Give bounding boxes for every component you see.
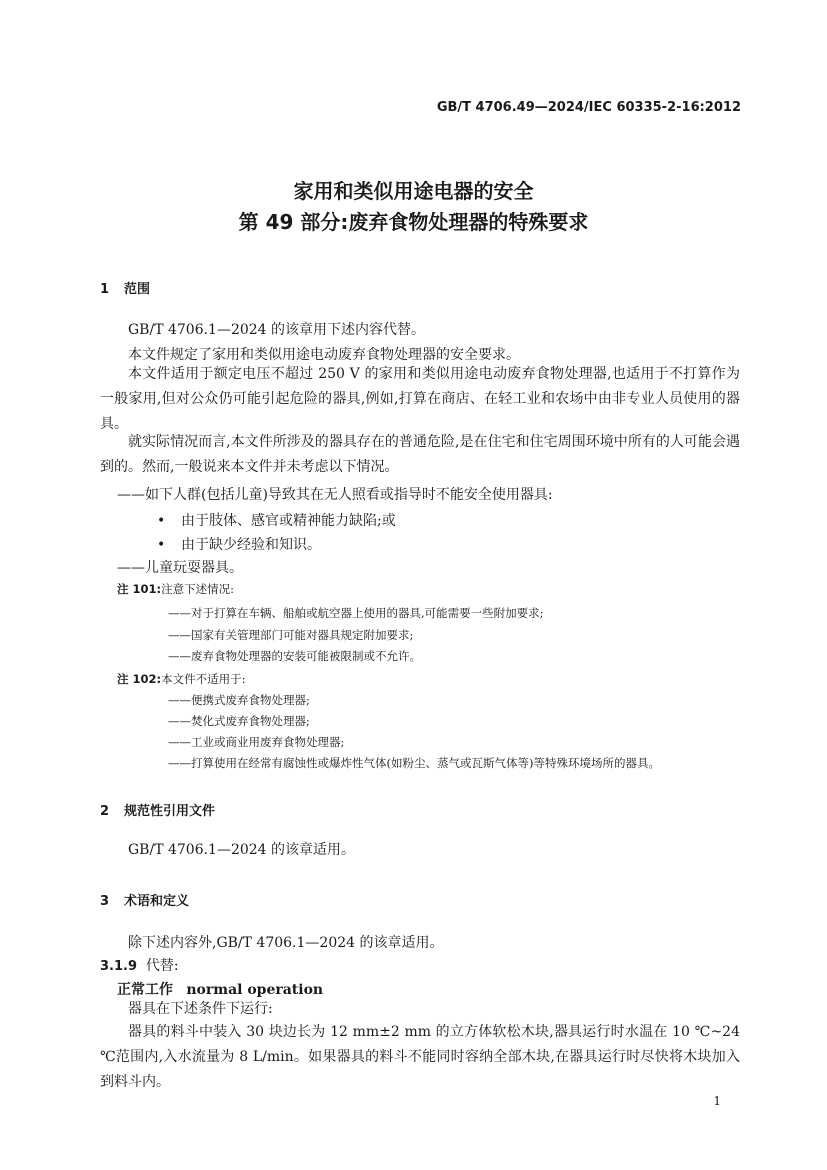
section-number: 3 — [100, 894, 110, 909]
bullet-text: 由于肢体、感官或精神能力缺陷;或 — [181, 513, 396, 529]
bullet-icon: • — [157, 513, 166, 529]
definition-paragraph: 器具的料斗中装入 30 块边长为 12 mm±2 mm 的立方体软松木块,器具运行时水温在 10 ℃~24 ℃范围内,入水流量为 8 L/min。如果器具的料斗不能同时容纳全部木块,在器具运行时尽快将木块加入到料斗内。 — [100, 1024, 740, 1090]
note-label: 注 102: — [117, 672, 162, 686]
note-102 — [117, 671, 245, 687]
section-number: 2 — [100, 804, 110, 819]
section-number: 1 — [100, 282, 110, 297]
note-101-item-3: ——废弃食物处理器的安装可能被限制或不允许。 — [168, 649, 421, 663]
section-title: 范围 — [124, 282, 151, 297]
section-1-paragraph-1: GB/T 4706.1—2024 的该章用下述内容代替。 — [128, 322, 426, 338]
section-1-paragraph-2: 本文件规定了家用和类似用途电动废弃食物处理器的安全要求。 — [128, 347, 520, 363]
section-1-paragraph-4: 就实际情况而言,本文件所涉及的器具存在的普通危险,是在住宅和住宅周围环境中所有的人可能会遇到的。然而,一般说来本文件并未考虑以下情况。 — [100, 434, 740, 475]
document-title-line1: 家用和类似用途电器的安全 — [293, 179, 534, 203]
clause-number: 3.1.9 — [100, 959, 138, 974]
page-number: 1 — [713, 1094, 721, 1108]
term-entry — [117, 979, 323, 999]
note-102-item-1: ——便携式废弃食物处理器; — [168, 693, 310, 707]
section-1-heading — [100, 278, 150, 297]
note-101-item-2: ——国家有关管理部门可能对器具规定附加要求; — [168, 628, 414, 642]
note-text: 注意下述情况: — [161, 582, 234, 596]
section-1-paragraph-3: 本文件适用于额定电压不超过 250 V 的家用和类似用途电动废弃食物处理器,也适用于不打算作为一般家用,但对公众仍可能引起危险的器具,例如,打算在商店、在轻工业和农场中由非专业人员使用的器具。 — [100, 366, 740, 432]
section-title: 规范性引用文件 — [124, 804, 216, 819]
section-title: 术语和定义 — [124, 894, 190, 909]
clause-3-1-9 — [100, 955, 179, 975]
definition-line-1: 器具在下述条件下运行: — [128, 1001, 273, 1017]
note-102-item-4: ——打算使用在经常有腐蚀性或爆炸性气体(如粉尘、蒸气或瓦斯气体等)等特殊环境场所的器具。 — [168, 756, 660, 770]
note-102-item-2: ——焚化式废弃食物处理器; — [168, 714, 310, 728]
section-3-paragraph-1: 除下述内容外,GB/T 4706.1—2024 的该章适用。 — [128, 935, 444, 951]
bullet-item-2 — [157, 534, 321, 554]
bullet-icon: • — [157, 537, 166, 553]
section-2-paragraph-1: GB/T 4706.1—2024 的该章适用。 — [128, 842, 356, 858]
clause-text: 代替: — [145, 958, 179, 974]
section-2-heading — [100, 800, 215, 819]
dash-item-2: ——儿童玩耍器具。 — [117, 560, 243, 576]
section-3-heading — [100, 890, 189, 909]
note-101-item-1: ——对于打算在车辆、船舶或航空器上使用的器具,可能需要一些附加要求; — [168, 606, 544, 620]
standard-number: GB/T 4706.49—2024/IEC 60335-2-16:2012 — [436, 100, 741, 115]
note-label: 注 101: — [117, 582, 162, 596]
term-english: normal operation — [186, 982, 324, 998]
bullet-text: 由于缺少经验和知识。 — [181, 537, 321, 553]
term-chinese: 正常工作 — [117, 982, 173, 998]
dash-item-1: ——如下人群(包括儿童)导致其在无人照看或指导时不能安全使用器具: — [117, 487, 553, 503]
note-102-item-3: ——工业或商业用废弃食物处理器; — [168, 735, 345, 749]
bullet-item-1 — [157, 510, 396, 530]
note-101 — [117, 581, 234, 597]
document-title-line2: 第 49 部分:废弃食物处理器的特殊要求 — [238, 210, 589, 234]
note-text: 本文件不适用于: — [161, 672, 246, 686]
